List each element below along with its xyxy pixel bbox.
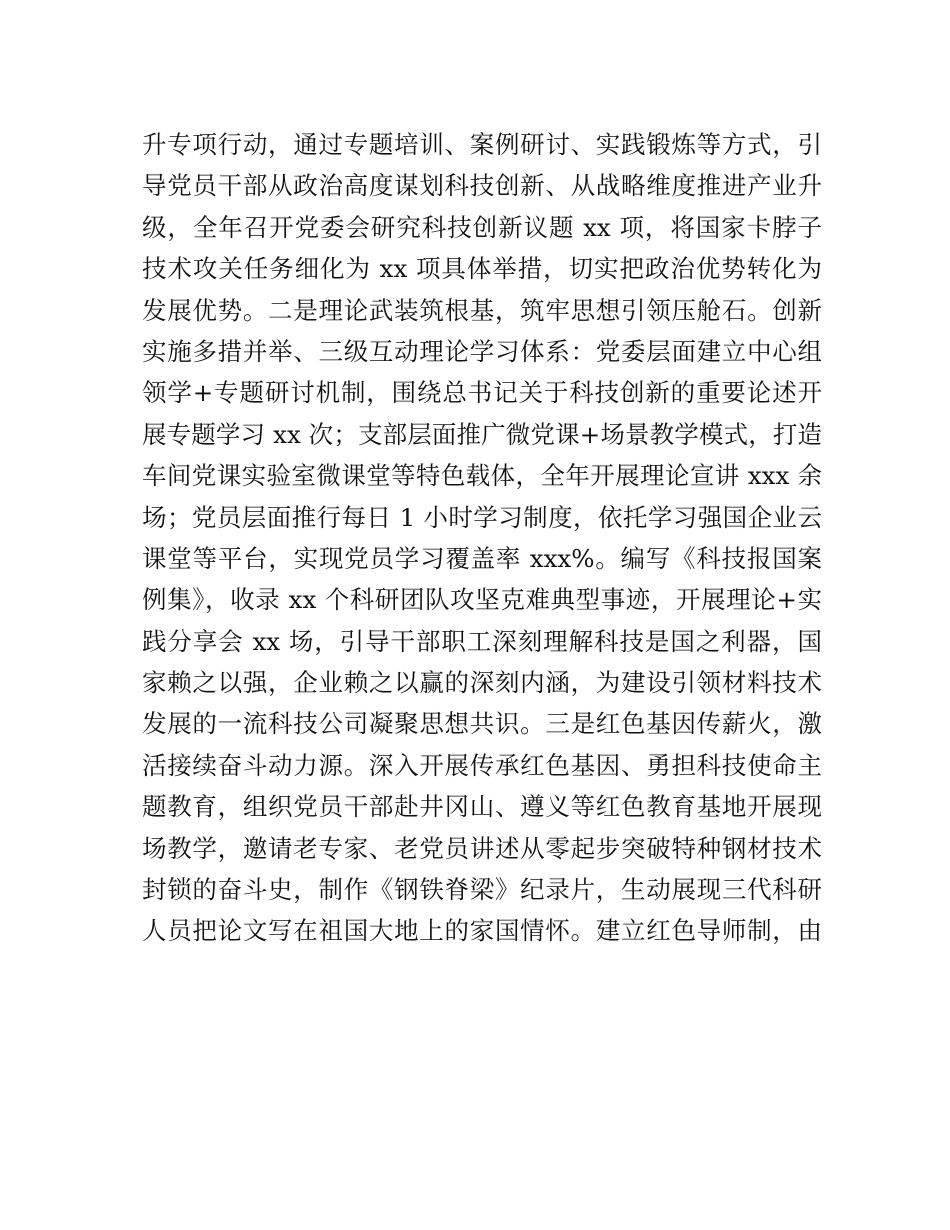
text-line: 场教学，邀请老专家、老党员讲述从零起步突破特种钢材技术 <box>142 833 822 863</box>
text-line: 活接续奋斗动力源。深入开展传承红色基因、勇担科技使命主 <box>142 750 822 780</box>
text-line: 课堂等平台，实现党员学习覆盖率 xxx%。编写《科技报国案 <box>142 543 822 573</box>
text-line: 实施多措并举、三级互动理论学习体系：党委层面建立中心组 <box>142 336 822 366</box>
text-line: 发展优势。二是理论武装筑根基，筑牢思想引领压舱石。创新 <box>142 295 822 325</box>
text-line: 技术攻关任务细化为 xx 项具体举措，切实把政治优势转化为 <box>142 254 822 284</box>
text-line: 践分享会 xx 场，引导干部职工深刻理解科技是国之利器，国 <box>142 626 822 656</box>
text-line: 车间党课实验室微课堂等特色载体，全年开展理论宣讲 xxx 余 <box>142 461 822 491</box>
text-line: 场；党员层面推行每日 1 小时学习制度，依托学习强国企业云 <box>142 502 822 532</box>
text-line: 封锁的奋斗史，制作《钢铁脊梁》纪录片，生动展现三代科研 <box>142 875 822 905</box>
text-line: 领学+专题研讨机制，围绕总书记关于科技创新的重要论述开 <box>142 378 822 408</box>
text-line: 人员把论文写在祖国大地上的家国情怀。建立红色导师制，由 <box>142 916 822 946</box>
text-line: 展专题学习 xx 次；支部层面推广微党课+场景教学模式，打造 <box>142 419 822 449</box>
text-line: 级，全年召开党委会研究科技创新议题 xx 项，将国家卡脖子 <box>142 212 822 242</box>
text-line: 导党员干部从政治高度谋划科技创新、从战略维度推进产业升 <box>142 171 822 201</box>
text-line: 发展的一流科技公司凝聚思想共识。三是红色基因传薪火，激 <box>142 709 822 739</box>
text-line: 题教育，组织党员干部赴井冈山、遵义等红色教育基地开展现 <box>142 792 822 822</box>
text-line: 升专项行动，通过专题培训、案例研讨、实践锻炼等方式，引 <box>142 130 822 159</box>
text-line: 例集》，收录 xx 个科研团队攻坚克难典型事迹，开展理论+实 <box>142 585 822 615</box>
text-line: 家赖之以强，企业赖之以赢的深刻内涵，为建设引领材料技术 <box>142 668 822 698</box>
body-text <box>142 124 822 952</box>
